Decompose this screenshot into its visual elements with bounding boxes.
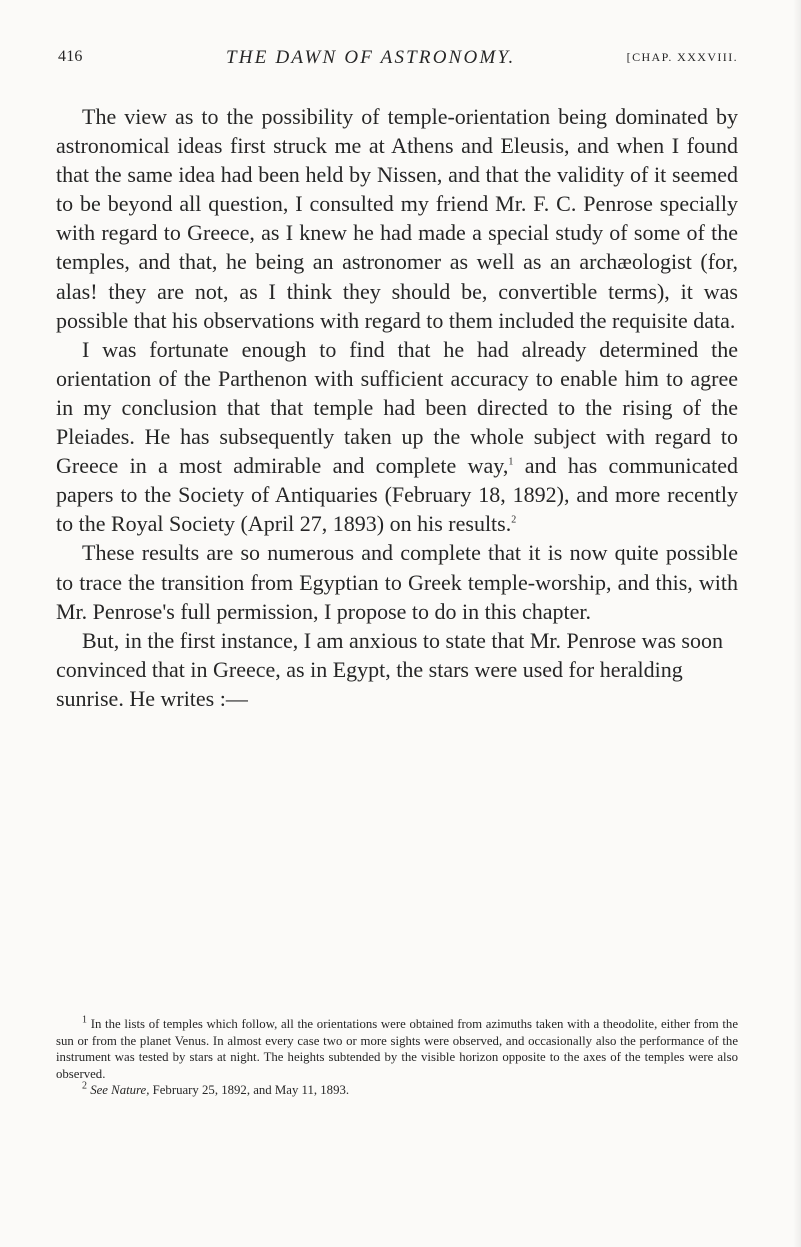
- paragraph-2: [56, 335, 738, 539]
- footnotes: [56, 1016, 738, 1099]
- page-edge-shadow: [793, 0, 801, 1247]
- footnote-1: [56, 1016, 738, 1082]
- footnote-2-marker: 2: [82, 1080, 87, 1092]
- footnote-2: [56, 1082, 738, 1099]
- main-text: [56, 102, 738, 713]
- paragraph-3: These results are so numerous and complete that it is now quite possible to trace the transition from Egyptian to Greek temple-worship, and this, with Mr. Penrose's full permission, I propose to do in this chapter.: [56, 540, 738, 624]
- footnote-ref-1: 1: [508, 456, 514, 468]
- page-number: 416: [58, 48, 83, 65]
- footnote-1-marker: 1: [82, 1014, 87, 1026]
- footnote-1-text: In the lists of temples which follow, all the orientations were obtained from azimuths taken with a theodolite, either from the sun or from the planet Venus. In almost every case two or more sights were observed, and occasionally also the performance of the instrument was tested by stars at night. The heights subtended by the visible horizon opposite to the axes of the temples were also observed.: [56, 1017, 739, 1081]
- footnote-ref-2: 2: [511, 514, 517, 526]
- footnote-2-reference: See Nature,: [90, 1083, 150, 1097]
- footnote-2-text: February 25, 1892, and May 11, 1893.: [149, 1083, 350, 1097]
- paragraph-4: But, in the first instance, I am anxious to state that Mr. Penrose was soon convinced that in Greece, as in Egypt, the stars were used for heralding sunrise. He writes :—: [56, 627, 723, 711]
- paragraph-2-part-1: I was fortunate enough to find that he had already determined the orientation of the Parthenon with sufficient accuracy to enable him to agree in my conclusion that that temple had been directed to the rising of the Pleiades. He has subsequently taken up the whole subject with regard to Greece in a most admirable and complete way,: [56, 336, 738, 479]
- running-title: THE DAWN OF ASTRONOMY.: [226, 47, 516, 68]
- page-header: [58, 48, 738, 76]
- paragraph-1: The view as to the possibility of temple-orientation being dominated by astronomical ideas first struck me at Athens and Eleusis, and when I found that the same idea had been held by Nissen, and that the validity of it seemed to be beyond all question, I consulted my friend Mr. F. C. Penrose specially with regard to Greece, as I knew he had made a special study of some of the temples, and that, he being an astronomer as well as an archæologist (for, alas! they are not, as I think they should be, convertible terms), it was possible that his observations with regard to them included the requisite data.: [56, 104, 738, 333]
- paragraph-2-part-2: and has communicated papers to the Society of Antiquaries (February 18, 1892), and more recently to the Royal Society (April 27, 1893) on his results.: [56, 453, 738, 537]
- chapter-label: [CHAP. XXXVIII.: [626, 50, 738, 64]
